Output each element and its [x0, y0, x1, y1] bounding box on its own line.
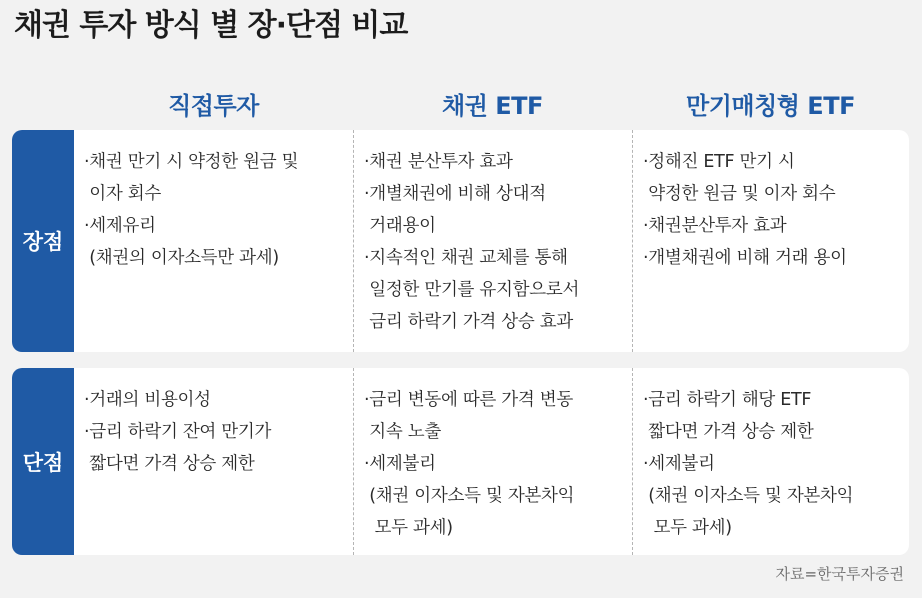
list-item: ·개별채권에 비해 거래 용이	[643, 248, 847, 268]
list-item: (채권 이자소득 및 자본차익	[364, 486, 575, 506]
pros-direct-cell	[74, 130, 353, 352]
column-header-bond-etf: 채권 ETF	[442, 92, 543, 120]
pros-bond-etf-cell	[353, 130, 632, 352]
list-item: ·세제불리	[364, 454, 436, 474]
row-label-cons: 단점	[12, 368, 74, 555]
list-item: ·금리 하락기 해당 ETF	[643, 390, 812, 410]
list-item: 지속 노출	[364, 422, 441, 442]
list-item: 모두 과세)	[364, 518, 453, 538]
source-note: 자료=한국투자증권	[775, 565, 904, 583]
list-item: (채권 이자소득 및 자본차익	[643, 486, 854, 506]
list-item: ·거래의 비용이성	[84, 390, 211, 410]
list-item: 모두 과세)	[643, 518, 732, 538]
cons-direct-cell	[74, 368, 353, 555]
list-item: 일정한 만기를 유지함으로서	[364, 280, 580, 300]
list-item: ·세제유리	[84, 216, 156, 236]
row-pros	[12, 130, 909, 352]
list-item: ·채권 분산투자 효과	[364, 152, 513, 172]
list-item: 이자 회수	[84, 184, 161, 204]
list-item: 짧다면 가격 상승 제한	[84, 454, 255, 474]
cons-maturity-etf-cell	[632, 368, 909, 555]
list-item: ·금리 하락기 잔여 만기가	[84, 422, 272, 442]
list-item: ·개별채권에 비해 상대적	[364, 184, 546, 204]
list-item: 짧다면 가격 상승 제한	[643, 422, 814, 442]
list-item: ·채권분산투자 효과	[643, 216, 787, 236]
cons-bond-etf-cell	[353, 368, 632, 555]
list-item: ·세제불리	[643, 454, 715, 474]
list-item: (채권의 이자소득만 과세)	[84, 248, 279, 268]
column-header-direct: 직접투자	[168, 92, 259, 120]
list-item: ·지속적인 채권 교체를 통해	[364, 248, 568, 268]
row-label-pros: 장점	[12, 130, 74, 352]
list-item: ·채권 만기 시 약정한 원금 및	[84, 152, 299, 172]
list-item: 거래용이	[364, 216, 436, 236]
column-header-maturity-etf: 만기매칭형 ETF	[686, 92, 855, 120]
row-cons	[12, 368, 909, 555]
list-item: 약정한 원금 및 이자 회수	[643, 184, 836, 204]
list-item: ·정해진 ETF 만기 시	[643, 152, 795, 172]
list-item: 금리 하락기 가격 상승 효과	[364, 312, 573, 332]
pros-maturity-etf-cell	[632, 130, 909, 352]
list-item: ·금리 변동에 따른 가격 변동	[364, 390, 573, 410]
page-title: 채권 투자 방식 별 장·단점 비교	[14, 8, 408, 43]
